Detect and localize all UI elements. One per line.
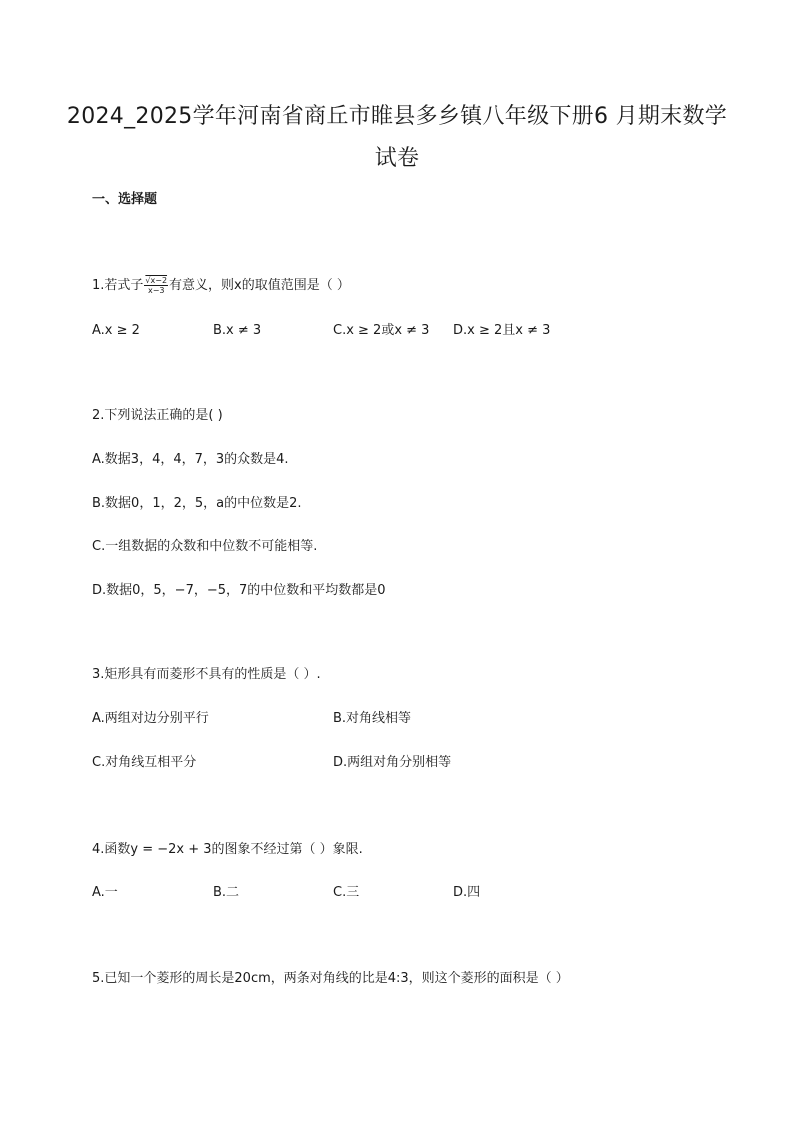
q3-option-c: C.对角线互相平分 [92, 755, 197, 770]
q4-option-b: B.二 [213, 885, 240, 900]
question-5: 5.已知一个菱形的周长是20cm，两条对角线的比是4:3，则这个菱形的面积是（ ） [92, 971, 569, 986]
page-title-line2: 试卷 [374, 146, 420, 171]
question-3: 3.矩形具有而菱形不具有的性质是（ ）. [92, 667, 321, 682]
page-title: 2024_2025学年河南省商丘市睢县多乡镇八年级下册6 月期末数学 [66, 104, 728, 129]
question-2: 2.下列说法正确的是( ) [92, 408, 223, 423]
q3-option-b: B.对角线相等 [333, 711, 412, 726]
fraction-expression [144, 276, 168, 295]
question-1 [92, 275, 350, 297]
q1-option-a: A.x ≥ 2 [92, 323, 140, 338]
q2-option-a: A.数据3，4，4，7，3的众数是4. [92, 452, 289, 467]
q1-option-c: C.x ≥ 2或x ≠ 3 [333, 323, 430, 338]
q4-option-a: A.一 [92, 885, 118, 900]
q3-option-a: A.两组对边分别平行 [92, 711, 209, 726]
q1-option-b: B.x ≠ 3 [213, 323, 262, 338]
q2-option-c: C.一组数据的众数和中位数不可能相等. [92, 539, 318, 554]
fraction-denominator: x−3 [147, 286, 165, 295]
question-1-prefix: 1.若式子 [92, 278, 144, 293]
section-heading: 一、选择题 [92, 192, 158, 207]
q3-option-d: D.两组对角分别相等 [333, 755, 452, 770]
q2-option-b: B.数据0，1，2，5，a的中位数是2. [92, 496, 302, 511]
question-1-suffix: 有意义，则x的取值范围是（ ） [169, 278, 350, 293]
q1-option-d: D.x ≥ 2且x ≠ 3 [453, 323, 551, 338]
q2-option-d: D.数据0，5，−7，−5，7的中位数和平均数都是0 [92, 583, 386, 598]
question-4: 4.函数y = −2x + 3的图象不经过第（ ）象限. [92, 842, 363, 857]
fraction-numerator: √x−2 [145, 276, 168, 285]
q4-option-c: C.三 [333, 885, 360, 900]
q4-option-d: D.四 [453, 885, 481, 900]
